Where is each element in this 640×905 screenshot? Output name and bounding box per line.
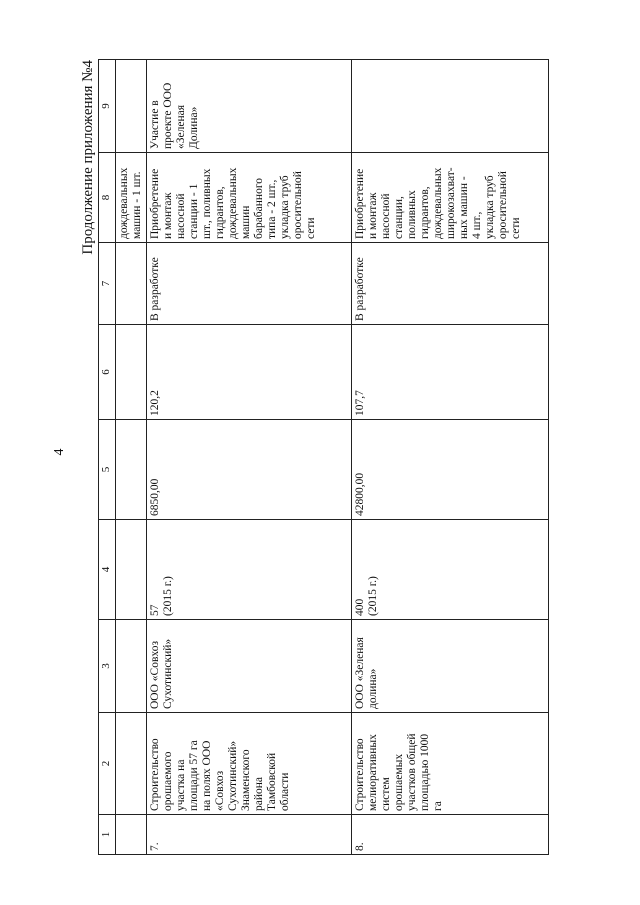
status: В разработке — [147, 243, 352, 325]
table-cell — [116, 243, 147, 325]
col-header: 6 — [99, 325, 116, 420]
table-cell — [116, 60, 147, 153]
works: Приобретение и монтаж насосной станции - 1 шт., поливных гидрантов, дождевальных машин барабанного типа - 2 шт., укладка труб оросительной сети — [147, 153, 352, 243]
appendix-caption: Продолжение приложения №4 — [80, 60, 96, 255]
table-cell — [116, 713, 147, 815]
col-header: 2 — [99, 713, 116, 815]
cost: 42800,00 — [352, 420, 549, 520]
organization: ООО «Совхоз Сухотинский» — [147, 620, 352, 713]
col-header: 4 — [99, 520, 116, 620]
page-number: 4 — [52, 448, 67, 456]
table-cell — [116, 620, 147, 713]
participation — [352, 60, 549, 153]
works: Приобретение и монтаж насосной станции, поливных гидрантов, дождевальных широкозахват- ных машин - 4 шт., укладка труб оросительной сети — [352, 153, 549, 243]
table-row — [352, 60, 549, 855]
col-header: 8 — [99, 153, 116, 243]
project-name: Строительство орошаемого участка на площади 57 га на полях ООО «Совхоз Сухотинский» Знаменского района Тамбовской области — [147, 713, 352, 815]
landscape-content — [80, 60, 568, 855]
projects-table — [98, 59, 549, 855]
table-row — [147, 60, 352, 855]
organization: ООО «Зеленая долина» — [352, 620, 549, 713]
row-number: 8. — [352, 815, 549, 855]
rotated-page-content — [80, 60, 568, 855]
project-name: Строительство мелиоративных систем орошаемых участков общей площадью 1000 га — [352, 713, 549, 815]
continuation-row — [116, 60, 147, 855]
status: В разработке — [352, 243, 549, 325]
cost: 6850,00 — [147, 420, 352, 520]
col-header: 5 — [99, 420, 116, 520]
area: 400 (2015 г.) — [352, 520, 549, 620]
row-number: 7. — [147, 815, 352, 855]
col-header: 7 — [99, 243, 116, 325]
participation: Участие в проекте ООО «Зеленая Долина» — [147, 60, 352, 153]
table-cell — [116, 815, 147, 855]
table-cell — [116, 325, 147, 420]
cost-per-ha: 120,2 — [147, 325, 352, 420]
cost-per-ha: 107,7 — [352, 325, 549, 420]
col-header: 3 — [99, 620, 116, 713]
header-row — [99, 60, 116, 855]
col-header: 9 — [99, 60, 116, 153]
table-cell: дождевальных машин - 1 шт. — [116, 153, 147, 243]
table-cell — [116, 420, 147, 520]
col-header: 1 — [99, 815, 116, 855]
area: 57 (2015 г.) — [147, 520, 352, 620]
table-cell — [116, 520, 147, 620]
